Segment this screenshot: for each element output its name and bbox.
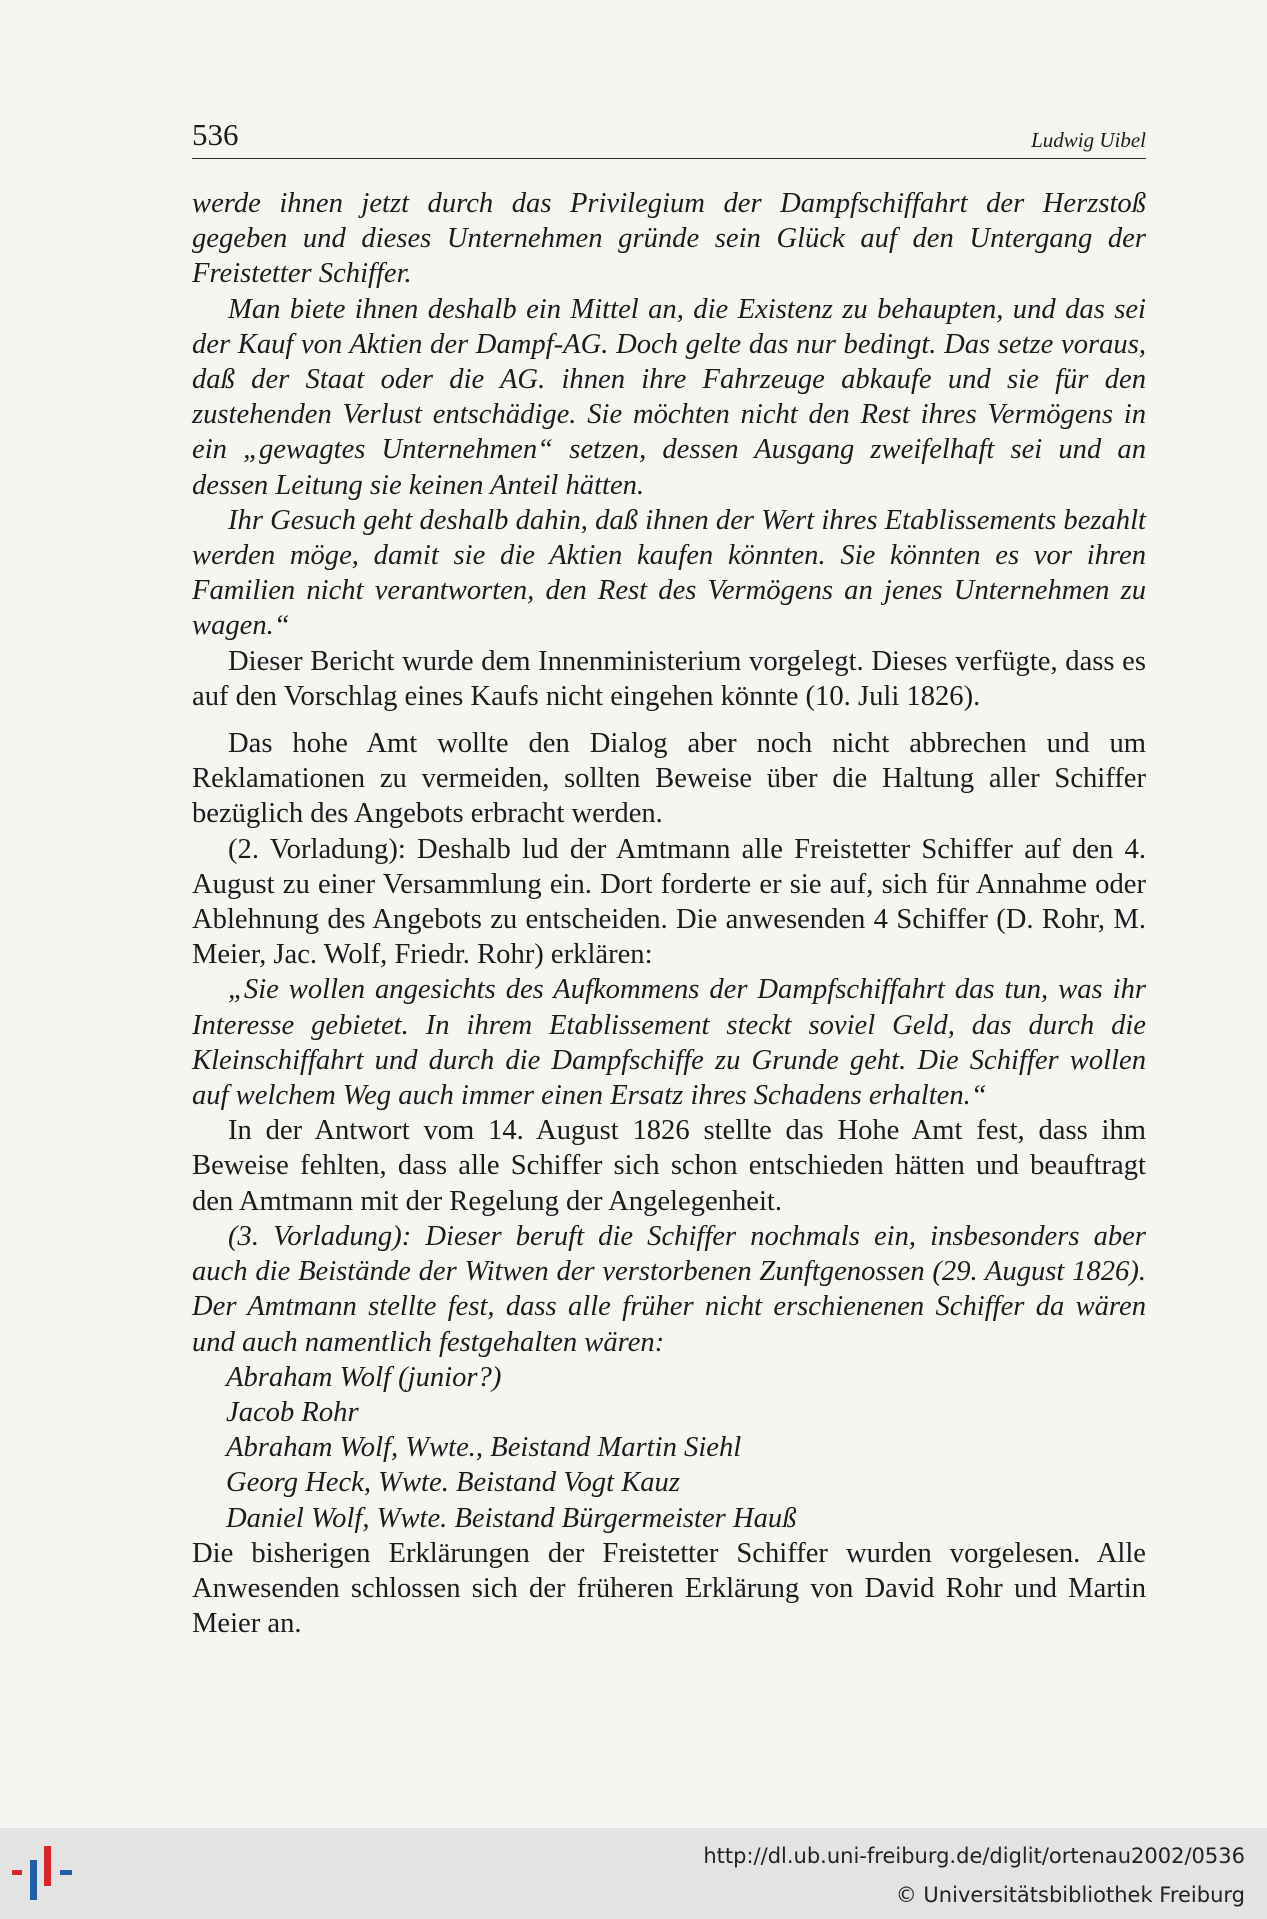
list-item: Abraham Wolf, Wwte., Beistand Martin Siehl (226, 1432, 742, 1464)
names-list (192, 1360, 1146, 1536)
page-number: 536 (192, 117, 239, 152)
paragraph: Die bisherigen Erklärungen der Freistetter Schiffer wurden vorgelesen. Alle Anwesenden schlossen sich der früheren Erklärung von David Rohr und Martin Meier an. (192, 1537, 1146, 1640)
list-item: Daniel Wolf, Wwte. Beistand Bürgermeister Hauß (226, 1502, 797, 1534)
quote-paragraph: „Sie wollen angesichts des Aufkommens der Dampfschiffahrt das tun, was ihr Interesse gebietet. In ihrem Etablissement steckt soviel Geld, das durch die Kleinschiffahrt und durch die Dampfschiffe zu Grunde geht. Die Schiffer wollen auf welchem Weg auch immer einen Ersatz ihres Schadens erhalten.“ (192, 974, 1146, 1112)
list-item: Georg Heck, Wwte. Beistand Vogt Kauz (226, 1467, 680, 1499)
list-item: Jacob Rohr (226, 1396, 359, 1428)
body-text (192, 186, 1146, 1641)
page-header (192, 118, 1146, 159)
paragraph: (2. Vorladung): Deshalb lud der Amtmann alle Freistetter Schiffer auf den 4. August zu einer Versammlung ein. Dort forderte er sie auf, sich für Annahme oder Ablehnung des Angebots zu entscheiden. Die anwesenden 4 Schiffer (D. Rohr, M. Meier, Jac. Wolf, Friedr. Rohr) erklären: (192, 833, 1146, 971)
paragraph: Dieser Bericht wurde dem Innenministerium vorgelegt. Dieses verfügte, dass es auf den Vorschlag eines Kaufs nicht eingehen könnte (10. Juli 1826). (192, 645, 1146, 712)
library-footer (0, 1828, 1267, 1919)
running-head: Ludwig Uibel (1031, 128, 1146, 152)
list-item: Abraham Wolf (junior?) (226, 1361, 502, 1393)
permalink-link[interactable]: http://dl.ub.uni-freiburg.de/diglit/ortenau2002/0536 (703, 1844, 1245, 1868)
paragraph: Man biete ihnen deshalb ein Mittel an, die Existenz zu behaupten, und das sei der Kauf von Aktien der Dampf-AG. Doch gelte das nur bedingt. Das setze voraus, daß der Staat oder die AG. ihnen ihre Fahrzeuge abkaufe und sie für den zustehenden Verlust entschädige. Sie möchten nicht den Rest ihres Vermögens in ein „gewagtes Unternehmen“ setzen, dessen Ausgang zweifelhaft sei und an dessen Leitung sie keinen Anteil hätten. (192, 293, 1146, 501)
paragraph: In der Antwort vom 14. August 1826 stellte das Hohe Amt fest, dass ihm Beweise fehlten, dass alle Schiffer sich schon entschieden hätten und beauftragt den Amtmann mit der Regelung der Angelegenheit. (192, 1115, 1146, 1217)
copyright-text: © Universitätsbibliothek Freiburg (895, 1883, 1245, 1907)
library-logo-icon (8, 1842, 82, 1904)
paragraph: Das hohe Amt wollte den Dialog aber noch nicht abbrechen und um Reklamationen zu vermeiden, sollten Beweise über die Haltung aller Schiffer bezüglich des Angebots erbracht werden. (192, 728, 1146, 830)
paragraph: (3. Vorladung): Dieser beruft die Schiffer nochmals ein, insbesonders aber auch die Beistände der Witwen der verstorbenen Zunftgenossen (29. August 1826). Der Amtmann stellte fest, dass alle früher nicht erschienenen Schiffer da wären und auch namentlich festgehalten wären: (192, 1220, 1146, 1358)
paragraph: Ihr Gesuch geht deshalb dahin, daß ihnen der Wert ihres Etablissements bezahlt werden möge, damit sie die Aktien kaufen könnten. Sie könnten es vor ihren Familien nicht verantworten, den Rest des Vermögens an jenes Unternehmen zu wagen.“ (192, 504, 1146, 642)
paragraph: werde ihnen jetzt durch das Privilegium der Dampfschiffahrt der Herzstoß gegeben und dieses Unternehmen gründe sein Glück auf den Untergang der Freistetter Schiffer. (192, 188, 1146, 290)
